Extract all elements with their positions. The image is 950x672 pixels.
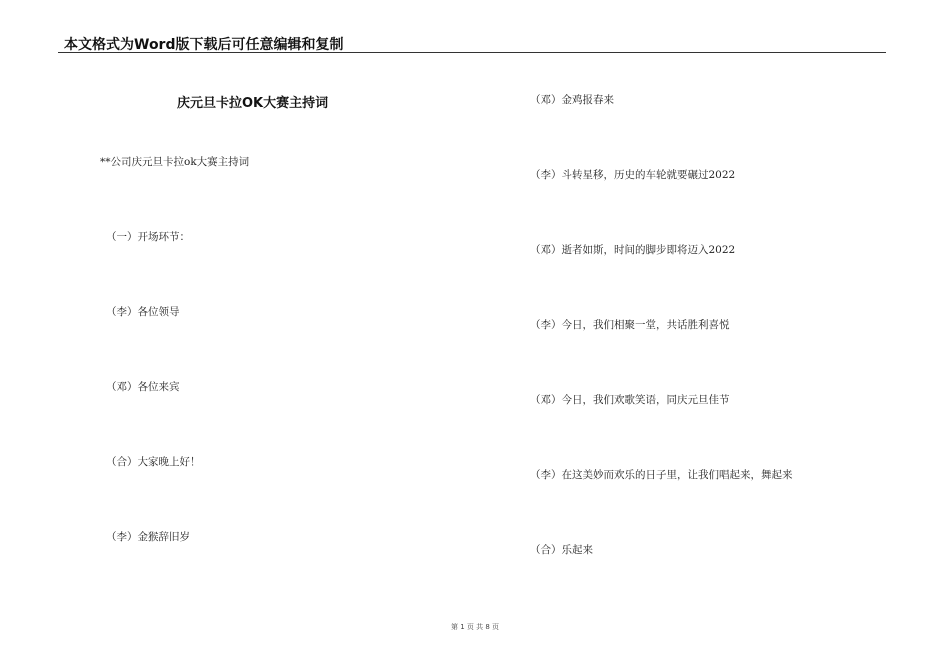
document-header-title: 本文格式为Word版下载后可任意编辑和复制	[64, 37, 344, 53]
script-line: （邓）金鸡报春来	[530, 94, 614, 106]
script-line: （合）大家晚上好！	[106, 456, 201, 468]
script-line: （邓）今日，我们欢歌笑语，同庆元旦佳节	[530, 394, 730, 406]
header-divider	[58, 52, 886, 53]
script-line: （李）在这美妙而欢乐的日子里，让我们唱起来，舞起来	[530, 469, 793, 481]
script-line: （邓）逝者如斯，时间的脚步即将迈入2022	[530, 244, 736, 256]
script-line: （邓）各位来宾	[106, 381, 180, 393]
script-line: （李）斗转星移，历史的车轮就要碾过2022	[530, 169, 736, 181]
document-title: 庆元旦卡拉OK大赛主持词	[177, 96, 329, 111]
script-line: （合）乐起来	[530, 544, 593, 556]
page-number: 第 1 页 共 8 页	[450, 623, 500, 631]
intro-line: **公司庆元旦卡拉ok大赛主持词	[100, 156, 250, 168]
script-line: （一）开场环节：	[106, 231, 190, 243]
script-line: （李）金猴辞旧岁	[106, 531, 190, 543]
script-line: （李）各位领导	[106, 306, 180, 318]
script-line: （李）今日，我们相聚一堂，共话胜利喜悦	[530, 319, 730, 331]
